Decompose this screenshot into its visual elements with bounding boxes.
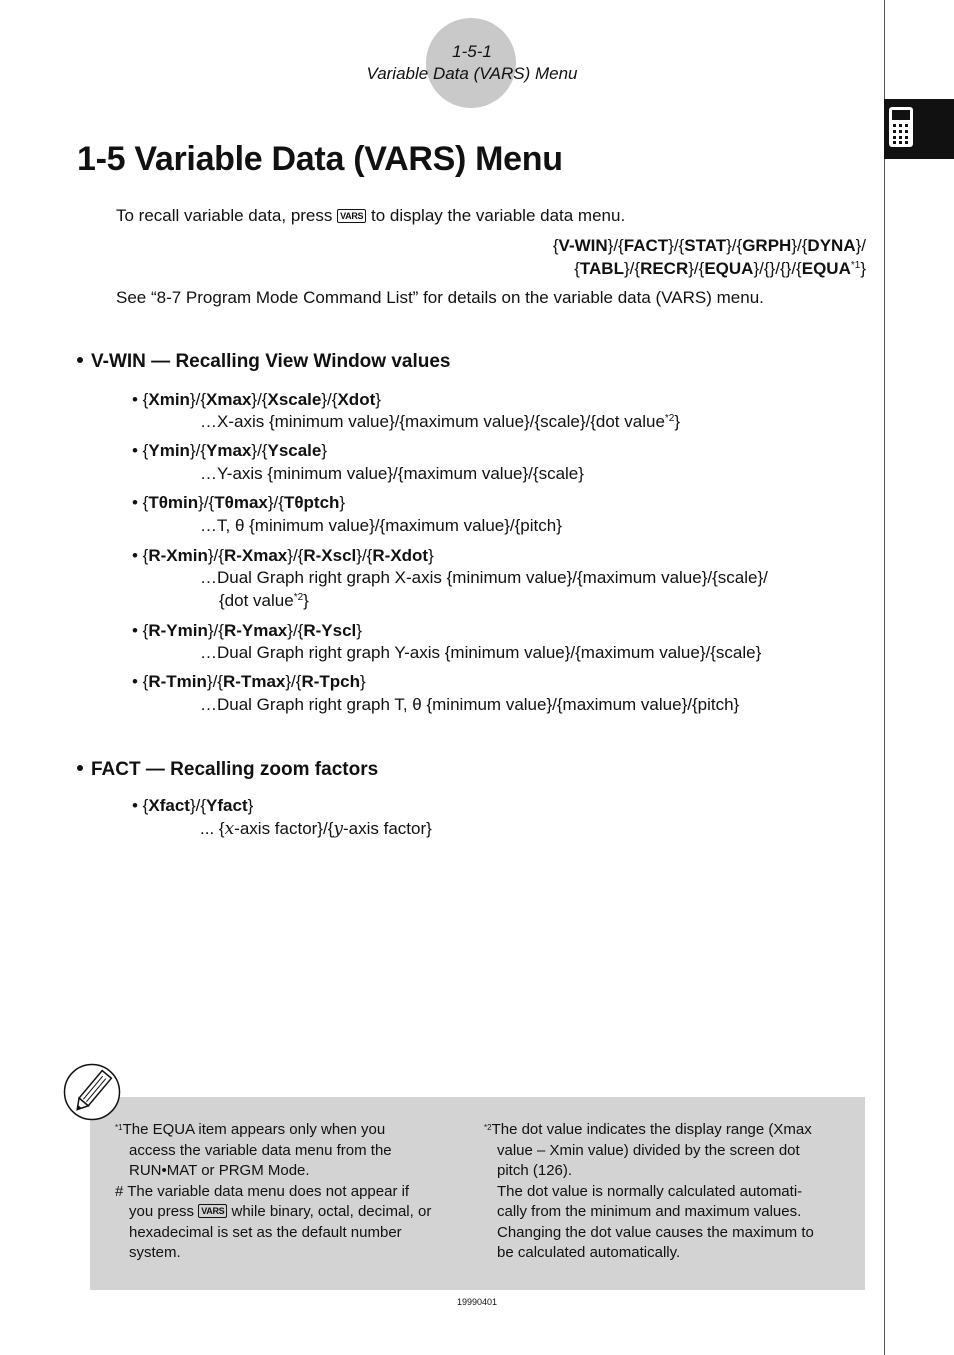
footnote-2: $^{*2}$The dot value indicates the display range (Xmax value – Xmin value) divided by the screen dot pitch (126). The dot value is normally calculated automati- cally from the minimum and maximum values. Changing the dot value causes the maximum to be calculated automatically. — [484, 1121, 814, 1261]
menu-line-1: {V-WIN}/{FACT}/{STAT}/{GRPH}/{DYNA}/ — [552, 236, 866, 255]
item-description: …X-axis {minimum value}/{maximum value}/{scale}/{dot value$^{*2}$} — [200, 412, 681, 431]
bullet-icon — [77, 357, 83, 363]
list-item: • {Xmin}/{Xmax}/{Xscale}/{Xdot} — [132, 390, 381, 409]
list-item: • {Xfact}/{Yfact} — [132, 796, 254, 815]
section-heading-vwin: V-WIN — Recalling View Window values — [77, 351, 451, 373]
item-description: …T, θ {minimum value}/{maximum value}/{pitch} — [200, 516, 562, 535]
running-title: Variable Data (VARS) Menu — [366, 64, 578, 83]
item-description: ... {x-axis factor}/{y-axis factor} — [200, 819, 432, 839]
list-item: • {Tθmin}/{Tθmax}/{Tθptch} — [132, 493, 346, 512]
see-also-text: See “8-7 Program Mode Command List” for details on the variable data (VARS) menu. — [116, 288, 764, 307]
page-title: 1-5 Variable Data (VARS) Menu — [77, 140, 563, 178]
calculator-icon — [888, 106, 914, 148]
page-edge-rule — [884, 0, 885, 1355]
footnote-1: $^{*1}$The EQUA item appears only when you access the variable data menu from the RUN•MAT or PRGM Mode. # The variable data menu does not appear if you press VARS while binary, octal, decimal, or hexadecimal is set as the default number system. — [115, 1121, 432, 1261]
item-description: …Y-axis {minimum value}/{maximum value}/{scale} — [200, 464, 584, 483]
list-item: • {R-Ymin}/{R-Ymax}/{R-Yscl} — [132, 621, 362, 640]
list-item: • {R-Xmin}/{R-Xmax}/{R-Xscl}/{R-Xdot} — [132, 546, 434, 565]
footer-code: 19990401 — [456, 1297, 498, 1307]
section-heading-fact: FACT — Recalling zoom factors — [77, 759, 378, 781]
menu-line-2: {TABL}/{RECR}/{EQUA}/{}/{}/{EQUA$^{*1}$} — [574, 259, 866, 278]
vars-key-icon: VARS — [337, 209, 366, 223]
list-item: • {Ymin}/{Ymax}/{Yscale} — [132, 441, 328, 460]
page-number: 1-5-1 — [452, 42, 492, 61]
header-circle — [426, 18, 516, 108]
item-description-continued: {dot value$^{*2}$} — [219, 591, 309, 610]
list-item: • {R-Tmin}/{R-Tmax}/{R-Tpch} — [132, 672, 366, 691]
item-description: …Dual Graph right graph T, θ {minimum value}/{maximum value}/{pitch} — [200, 695, 740, 714]
bullet-icon — [77, 765, 83, 771]
vars-key-icon: VARS — [198, 1204, 227, 1218]
item-description: …Dual Graph right graph Y-axis {minimum value}/{maximum value}/{scale} — [200, 643, 762, 662]
pencil-note-icon — [63, 1063, 121, 1121]
item-description: …Dual Graph right graph X-axis {minimum value}/{maximum value}/{scale}/ — [200, 568, 768, 587]
intro-line: To recall variable data, press VARS to display the variable data menu. — [116, 206, 626, 225]
